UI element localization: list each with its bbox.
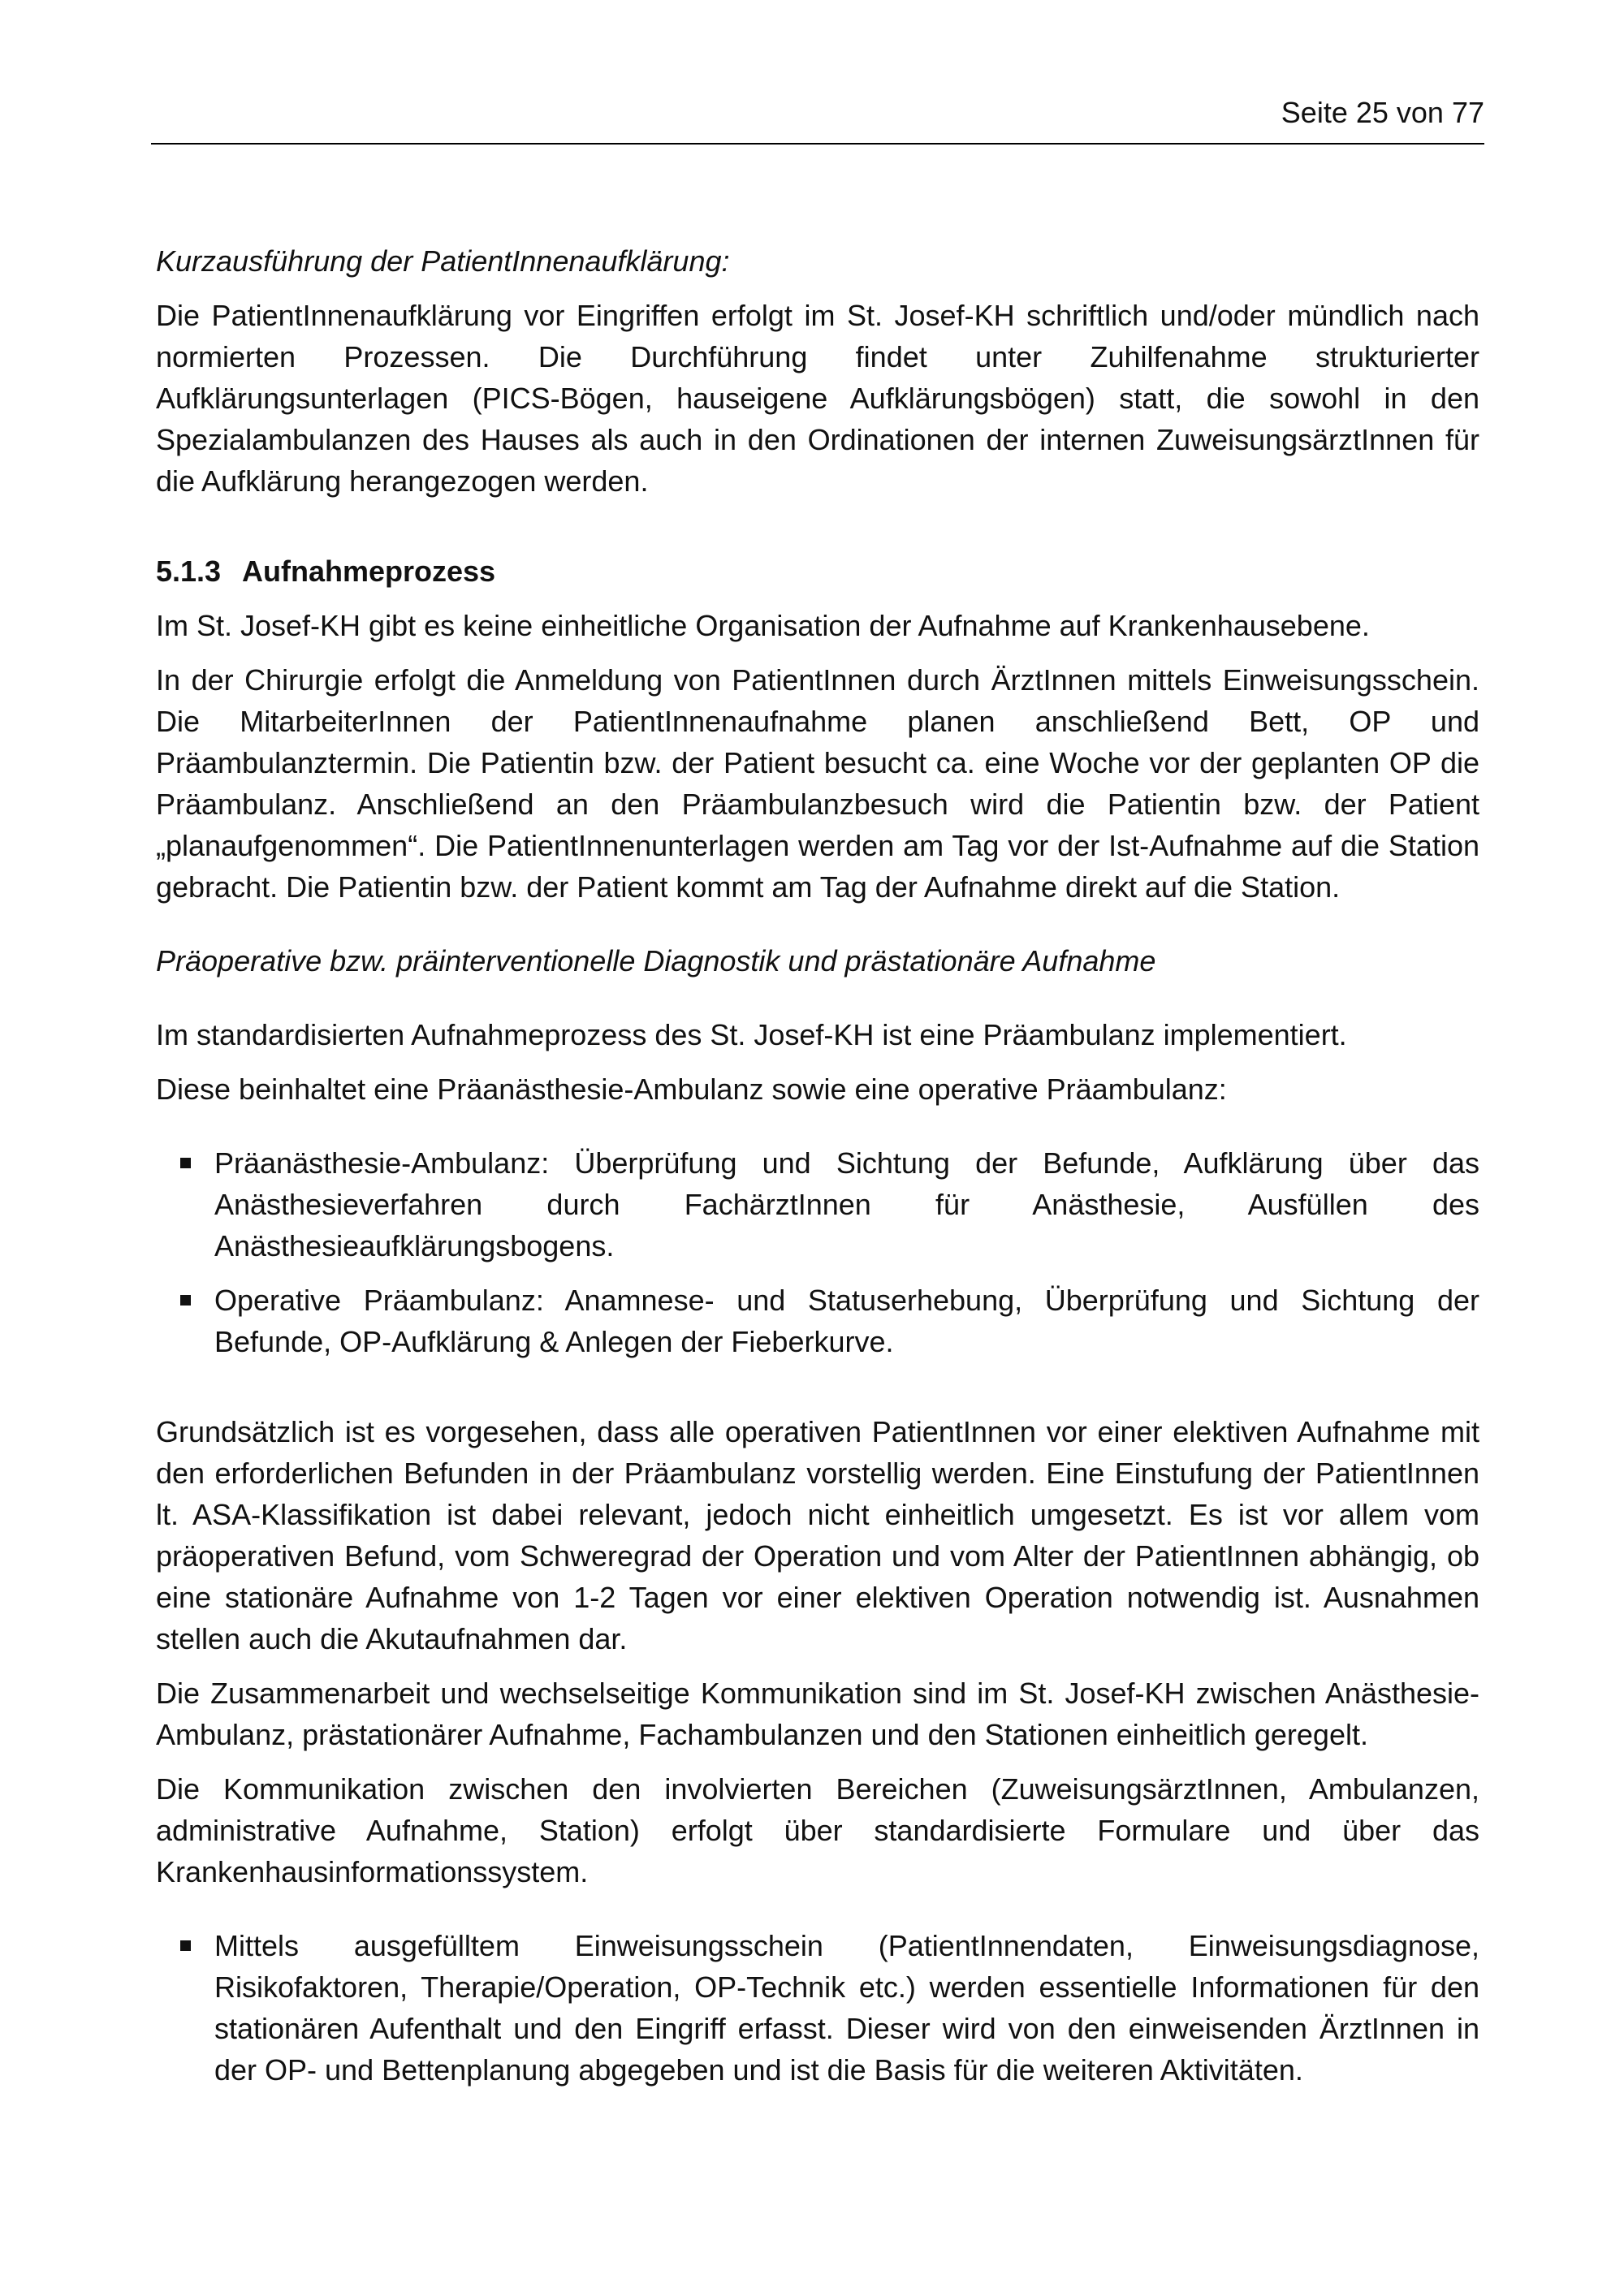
page-number: Seite 25 von 77 <box>1281 96 1484 129</box>
section-number: 5.1.3 <box>156 555 222 588</box>
paragraph: Diese beinhaltet eine Präanästhesie-Ambulanz sowie eine operative Präambulanz: <box>156 1072 1227 1106</box>
subheading-preop: Präoperative bzw. präinterventionelle Diagnostik und prästationäre Aufnahme <box>156 944 1156 978</box>
bullet-list <box>156 1142 1479 1362</box>
bullet-icon <box>180 1940 191 1951</box>
paragraph: Grundsätzlich ist es vorgesehen, dass alle operativen PatientInnen vor einer elektiven Aufnahme mit den erforderlichen Befunden in der Präambulanz vorstellig werden. Eine Einstufung der PatientInnen lt. ASA-Klassifikation ist dabei relevant, jedoch nicht einheitlich umgesetzt. Es ist vor allem vom präoperativen Befund, vom Schweregrad der Operation und vom Alter der PatientInnen abhängig, ob eine stationäre Aufnahme von 1-2 Tagen vor einer elektiven Operation notwendig ist. Ausnahmen stellen auch die Akutaufnahmen dar. <box>156 1415 1479 1655</box>
section-heading-5-1-3 <box>156 550 1479 592</box>
list-item: Präanästhesie-Ambulanz: Überprüfung und Sichtung der Befunde, Aufklärung über das Anästhesieverfahren durch FachärztInnen für Anästhesie, Ausfüllen des Anästhesieaufklärungsbogens. <box>156 1142 1479 1267</box>
bullet-icon <box>180 1295 191 1306</box>
paragraph: Im standardisierten Aufnahmeprozess des St. Josef-KH ist eine Präambulanz implementiert. <box>156 1018 1347 1051</box>
paragraph: In der Chirurgie erfolgt die Anmeldung von PatientInnen durch ÄrztInnen mittels Einweisungsschein. Die MitarbeiterInnen der PatientInnenaufnahme planen anschließend Bett, OP und Präambulanztermin. Die Patientin bzw. der Patient besucht ca. eine Woche vor der geplanten OP die Präambulanz. Anschließend an den Präambulanzbesuch wird die Patientin bzw. der Patient „planaufgenommen“. Die PatientInnenunterlagen werden am Tag vor der Ist-Aufnahme auf die Station gebracht. Die Patientin bzw. der Patient kommt am Tag der Aufnahme direkt auf die Station. <box>156 663 1479 904</box>
page-header <box>151 91 1484 145</box>
subheading-patient-info: Kurzausführung der PatientInnenaufklärung: <box>156 244 730 278</box>
bullet-list <box>156 1925 1479 2091</box>
bullet-icon <box>180 1158 191 1168</box>
list-item: Operative Präambulanz: Anamnese- und Statuserhebung, Überprüfung und Sichtung der Befunde, OP-Aufklärung & Anlegen der Fieberkurve. <box>156 1280 1479 1362</box>
paragraph-patient-info: Die PatientInnenaufklärung vor Eingriffen erfolgt im St. Josef-KH schriftlich und/oder mündlich nach normierten Prozessen. Die Durchführung findet unter Zuhilfenahme strukturierter Aufklärungsunterlagen (PICS-Bögen, hauseigene Aufklärungsbögen) statt, die sowohl in den Spezialambulanzen des Hauses als auch in den Ordinationen der internen ZuweisungsärztInnen für die Aufklärung herangezogen werden. <box>156 299 1479 498</box>
paragraph: Die Kommunikation zwischen den involvierten Bereichen (ZuweisungsärztInnen, Ambulanzen, administrative Aufnahme, Station) erfolgt über standardisierte Formulare und über das Krankenhausinformationssystem. <box>156 1772 1479 1888</box>
paragraph: Im St. Josef-KH gibt es keine einheitliche Organisation der Aufnahme auf Krankenhausebene. <box>156 609 1370 642</box>
section-title: Aufnahmeprozess <box>242 555 496 588</box>
page-content <box>156 240 1479 2091</box>
list-item: Mittels ausgefülltem Einweisungsschein (PatientInnendaten, Einweisungsdiagnose, Risikofaktoren, Therapie/Operation, OP-Technik etc.) werden essentielle Informationen für den stationären Aufenthalt und den Eingriff erfasst. Dieser wird von den einweisenden ÄrztInnen in der OP- und Bettenplanung abgegeben und ist die Basis für die weiteren Aktivitäten. <box>156 1925 1479 2091</box>
paragraph: Die Zusammenarbeit und wechselseitige Kommunikation sind im St. Josef-KH zwischen Anästhesie-Ambulanz, prästationärer Aufnahme, Fachambulanzen und den Stationen einheitlich geregelt. <box>156 1677 1479 1751</box>
